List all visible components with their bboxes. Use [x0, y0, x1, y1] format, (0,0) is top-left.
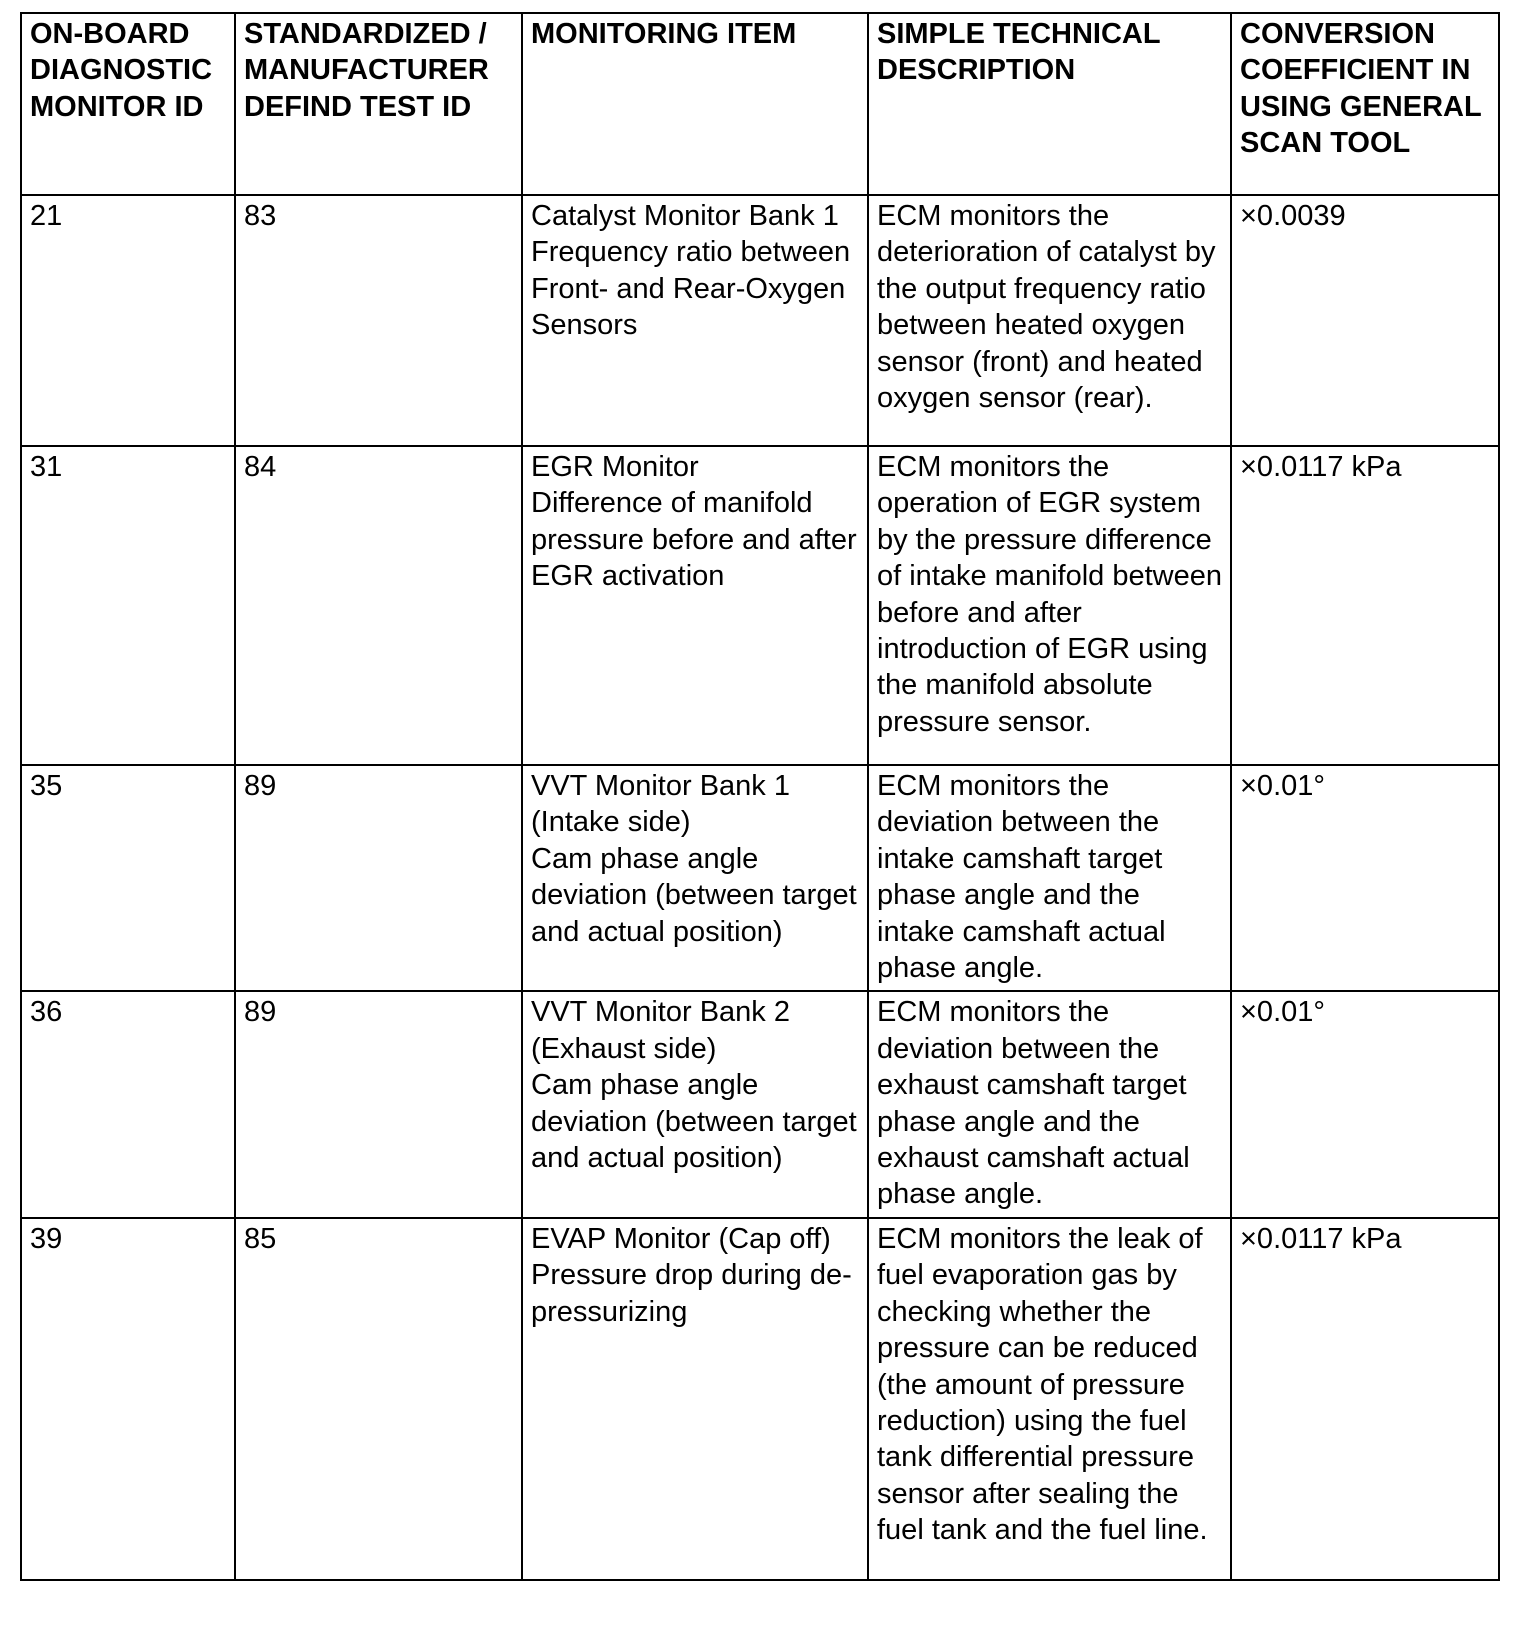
table-row [21, 195, 1499, 446]
monitoring-item-title: EVAP Monitor (Cap off) [531, 1222, 831, 1255]
monitoring-item-title: VVT Monitor Bank 1 (Intake side) [531, 770, 790, 839]
monitoring-item-detail: Cam phase angle deviation (between target and actual position) [531, 842, 857, 948]
monitoring-item-title: VVT Monitor Bank 2 (Exhaust side) [531, 996, 790, 1065]
cell-description: ECM monitors the deviation between the intake camshaft target phase angle and the intake camshaft actual phase angle. [868, 765, 1231, 991]
monitoring-item-title: Catalyst Monitor Bank 1 [531, 200, 839, 232]
monitoring-item-title: EGR Monitor [531, 451, 699, 483]
monitoring-item-detail: Pressure drop during de-pressurizing [531, 1259, 852, 1328]
cell-monitor-id: 21 [21, 195, 235, 446]
table-row [21, 1218, 1499, 1580]
cell-description: ECM monitors the deterioration of catalyst by the output frequency ratio between heated oxygen sensor (front) and heated oxygen sensor (rear). [868, 195, 1231, 446]
cell-monitoring-item [522, 446, 868, 765]
monitoring-item-detail: Cam phase angle deviation (between target and actual position) [531, 1069, 857, 1175]
table-row [21, 446, 1499, 765]
cell-conversion: ×0.0117 kPa [1231, 446, 1499, 765]
cell-monitor-id: 31 [21, 446, 235, 765]
table-body [21, 195, 1499, 1580]
table-row [21, 991, 1499, 1217]
cell-conversion: ×0.0117 kPa [1231, 1218, 1499, 1580]
cell-description: ECM monitors the deviation between the exhaust camshaft target phase angle and the exhaust camshaft actual phase angle. [868, 991, 1231, 1217]
monitoring-item-detail: Frequency ratio between Front- and Rear-Oxygen Sensors [531, 236, 851, 342]
cell-monitoring-item [522, 1218, 868, 1580]
header-row [21, 13, 1499, 195]
cell-description: ECM monitors the operation of EGR system by the pressure difference of intake manifold between before and after introduction of EGR using the manifold absolute pressure sensor. [868, 446, 1231, 765]
cell-conversion: ×0.01° [1231, 765, 1499, 991]
cell-conversion: ×0.01° [1231, 991, 1499, 1217]
header-monitor-id: ON-BOARD DIAGNOSTIC MONITOR ID [21, 13, 235, 195]
cell-test-id: 89 [235, 765, 522, 991]
header-test-id: STANDARDIZED / MANUFACTURER DEFIND TEST ID [235, 13, 522, 195]
cell-monitoring-item [522, 991, 868, 1217]
header-conversion: CONVERSION COEFFICIENT IN USING GENERAL SCAN TOOL [1231, 13, 1499, 195]
cell-test-id: 83 [235, 195, 522, 446]
header-description: SIMPLE TECHNICAL DESCRIPTION [868, 13, 1231, 195]
cell-monitoring-item [522, 765, 868, 991]
obd-monitor-table [20, 12, 1500, 1581]
cell-conversion: ×0.0039 [1231, 195, 1499, 446]
cell-monitor-id: 36 [21, 991, 235, 1217]
table-row [21, 765, 1499, 991]
cell-monitor-id: 35 [21, 765, 235, 991]
cell-monitor-id: 39 [21, 1218, 235, 1580]
cell-test-id: 85 [235, 1218, 522, 1580]
cell-monitoring-item [522, 195, 868, 446]
cell-test-id: 89 [235, 991, 522, 1217]
table-header [21, 13, 1499, 195]
header-monitoring-item: MONITORING ITEM [522, 13, 868, 195]
cell-description: ECM monitors the leak of fuel evaporation gas by checking whether the pressure can be reduced (the amount of pressure reduction) using the fuel tank differential pressure sensor after sealing the fuel tank and the fuel line. [868, 1218, 1231, 1580]
monitoring-item-detail: Difference of manifold pressure before and after EGR activation [531, 487, 857, 593]
cell-test-id: 84 [235, 446, 522, 765]
